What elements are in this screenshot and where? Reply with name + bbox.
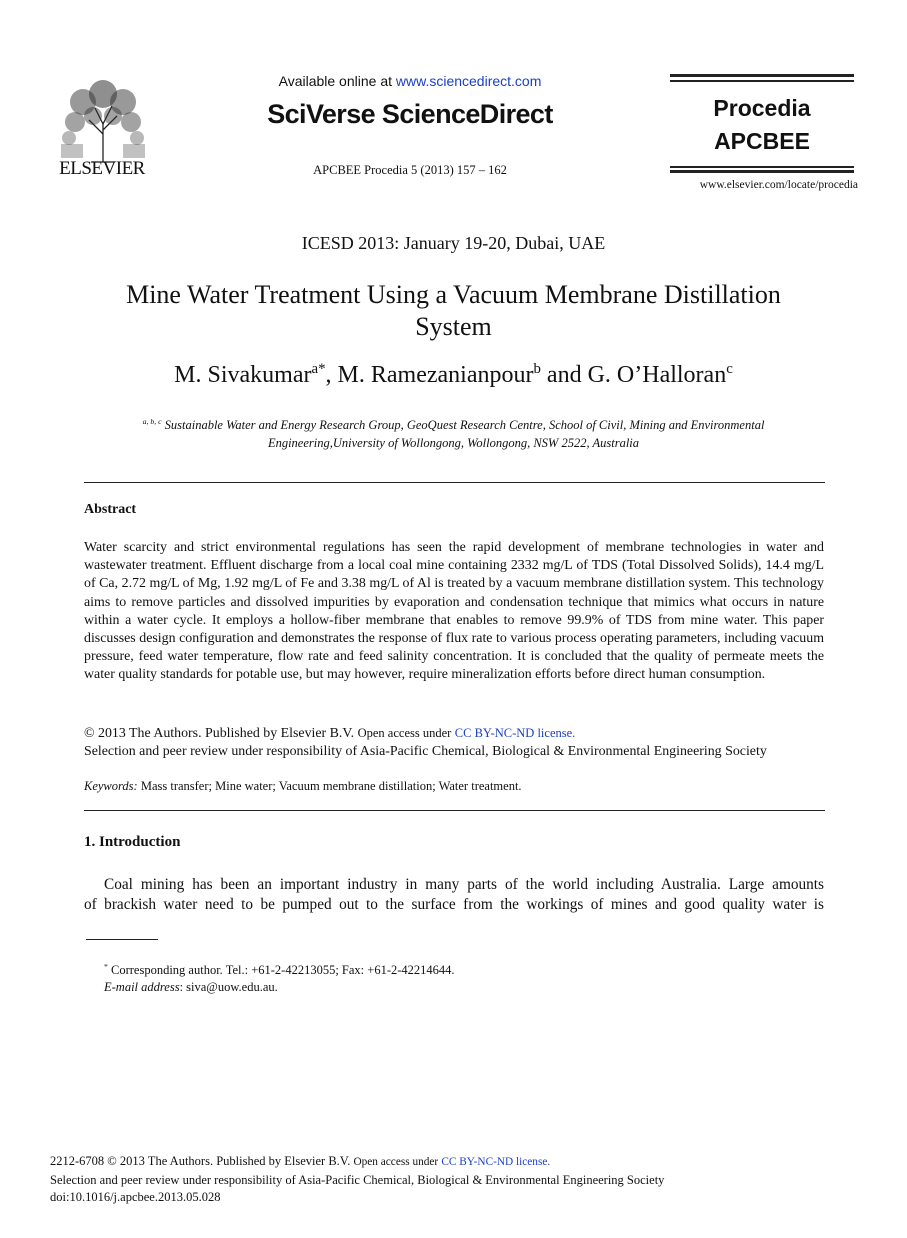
affiliation-line1: Sustainable Water and Energy Research Group, GeoQuest Research Centre, School of Civil, Mining and Environmental <box>164 418 765 432</box>
footnote-mark: * <box>104 961 108 971</box>
keywords-label: Keywords: <box>84 779 138 793</box>
footnote-email: : siva@uow.edu.au. <box>179 980 278 994</box>
keywords-text: Mass transfer; Mine water; Vacuum membrane distillation; Water treatment. <box>140 779 522 793</box>
author-3: G. O’Halloran <box>587 362 727 388</box>
journal-logo-rule-bottom-thin <box>670 166 854 168</box>
author-sep-2: and <box>540 362 588 388</box>
author-sep-1: , <box>325 362 338 388</box>
author-2: M. Ramezanianpour <box>337 362 534 388</box>
footnote-rule <box>86 939 158 940</box>
footer-peer-review: Selection and peer review under responsibility of Asia-Pacific Chemical, Biological & Environmental Engineering Society <box>50 1172 665 1187</box>
paper-title <box>40 279 867 343</box>
elsevier-wordmark: ELSEVIER <box>59 158 145 179</box>
footer-license-link[interactable]: CC BY-NC-ND license. <box>441 1156 551 1168</box>
footnote-email-label: E-mail address <box>104 980 180 994</box>
journal-citation: APCBEE Procedia 5 (2013) 157 – 162 <box>313 163 507 177</box>
author-2-affil: b <box>533 361 541 377</box>
copyright-block <box>84 724 834 761</box>
journal-logo-rule-top <box>670 74 854 77</box>
abstract-rule-top <box>84 482 825 483</box>
journal-logo-line2: APCBEE <box>714 128 810 154</box>
footer-doi: doi:10.1016/j.apcbee.2013.05.028 <box>50 1190 221 1204</box>
copyright-text: © 2013 The Authors. Published by Elsevier B.V. <box>84 726 355 741</box>
abstract-heading: Abstract <box>84 502 137 517</box>
paper-title-line2: System <box>415 312 492 341</box>
journal-logo-rule-top-thin <box>670 80 854 82</box>
journal-logo <box>670 92 854 158</box>
abstract-text: Water scarcity and strict environmental regulations has seen the rapid development of membrane technologies in water and wastewater treatment. Effluent discharge from a local coal mine containing 2332 mg/L of TDS (Total Dissolved Solids), 14.4 mg/L of Ca, 2.72 mg/L of Mg, 1.92 mg/L of Fe and 3.38 mg/L of Al is treated by a vacuum membrane distillation system. This technology aims to remove particles and dissolved impurities by evaporation and condensation technique that mimics what occurs in nature within a water cycle. It employs a hollow-fiber membrane that enables to remove 99.9% of TDS from mine water. This paper discusses design configuration and demonstrates the response of flux rate to various process operating parameters, including vacuum pressure, feed water temperature, flow rate and feed salinity concentration. It is concluded that the quality of permeate meets the water quality standards for potable use, but may however, require mineralization efforts before direct human consumption. <box>84 540 824 683</box>
conference-line: ICESD 2013: January 19-20, Dubai, UAE <box>301 233 606 253</box>
affiliation-line2: Engineering,University of Wollongong, Wollongong, NSW 2522, Australia <box>267 436 640 450</box>
footnote <box>104 962 804 996</box>
footer-issn: 2212-6708 © 2013 The Authors. Published by Elsevier B.V. <box>50 1154 351 1168</box>
abstract-rule-bottom <box>84 810 825 811</box>
journal-url[interactable]: www.elsevier.com/locate/procedia <box>699 179 858 191</box>
paper-title-line1: Mine Water Treatment Using a Vacuum Membrane Distillation <box>126 280 781 309</box>
footer-open-access: Open access under <box>353 1156 439 1168</box>
footnote-corresponding: Corresponding author. Tel.: +61-2-42213055; Fax: +61-2-42214644. <box>111 963 455 977</box>
author-list <box>40 362 867 389</box>
available-online-prefix: Available online at <box>278 73 396 89</box>
introduction-line2: of brackish water need to be pumped out to the surface from the workings of mines and good quality water is <box>84 896 824 913</box>
author-1: M. Sivakumar <box>174 362 312 388</box>
sciencedirect-link[interactable]: www.sciencedirect.com <box>395 73 542 89</box>
page-footer <box>50 1153 850 1207</box>
introduction-heading: 1. Introduction <box>84 834 181 850</box>
license-link[interactable]: CC BY-NC-ND license. <box>454 726 576 740</box>
open-access-text: Open access under <box>357 726 452 740</box>
elsevier-tree-logo <box>55 72 151 164</box>
platform-name: SciVerse ScienceDirect <box>267 99 553 129</box>
journal-logo-line1: Procedia <box>713 95 811 121</box>
introduction-line1: Coal mining has been an important industry in many parts of the world including Australia. Large amounts <box>104 876 824 893</box>
available-online <box>250 73 570 89</box>
author-3-affil: c <box>726 361 733 377</box>
author-1-affil: a* <box>311 361 326 377</box>
affiliation-sup: a, b, c <box>142 416 162 426</box>
peer-review-text: Selection and peer review under responsibility of Asia-Pacific Chemical, Biological & Environmental Engineering Society <box>84 744 767 759</box>
keywords <box>84 779 824 794</box>
affiliation <box>60 416 847 452</box>
journal-logo-rule-bottom <box>670 170 854 173</box>
introduction-body <box>84 875 824 915</box>
